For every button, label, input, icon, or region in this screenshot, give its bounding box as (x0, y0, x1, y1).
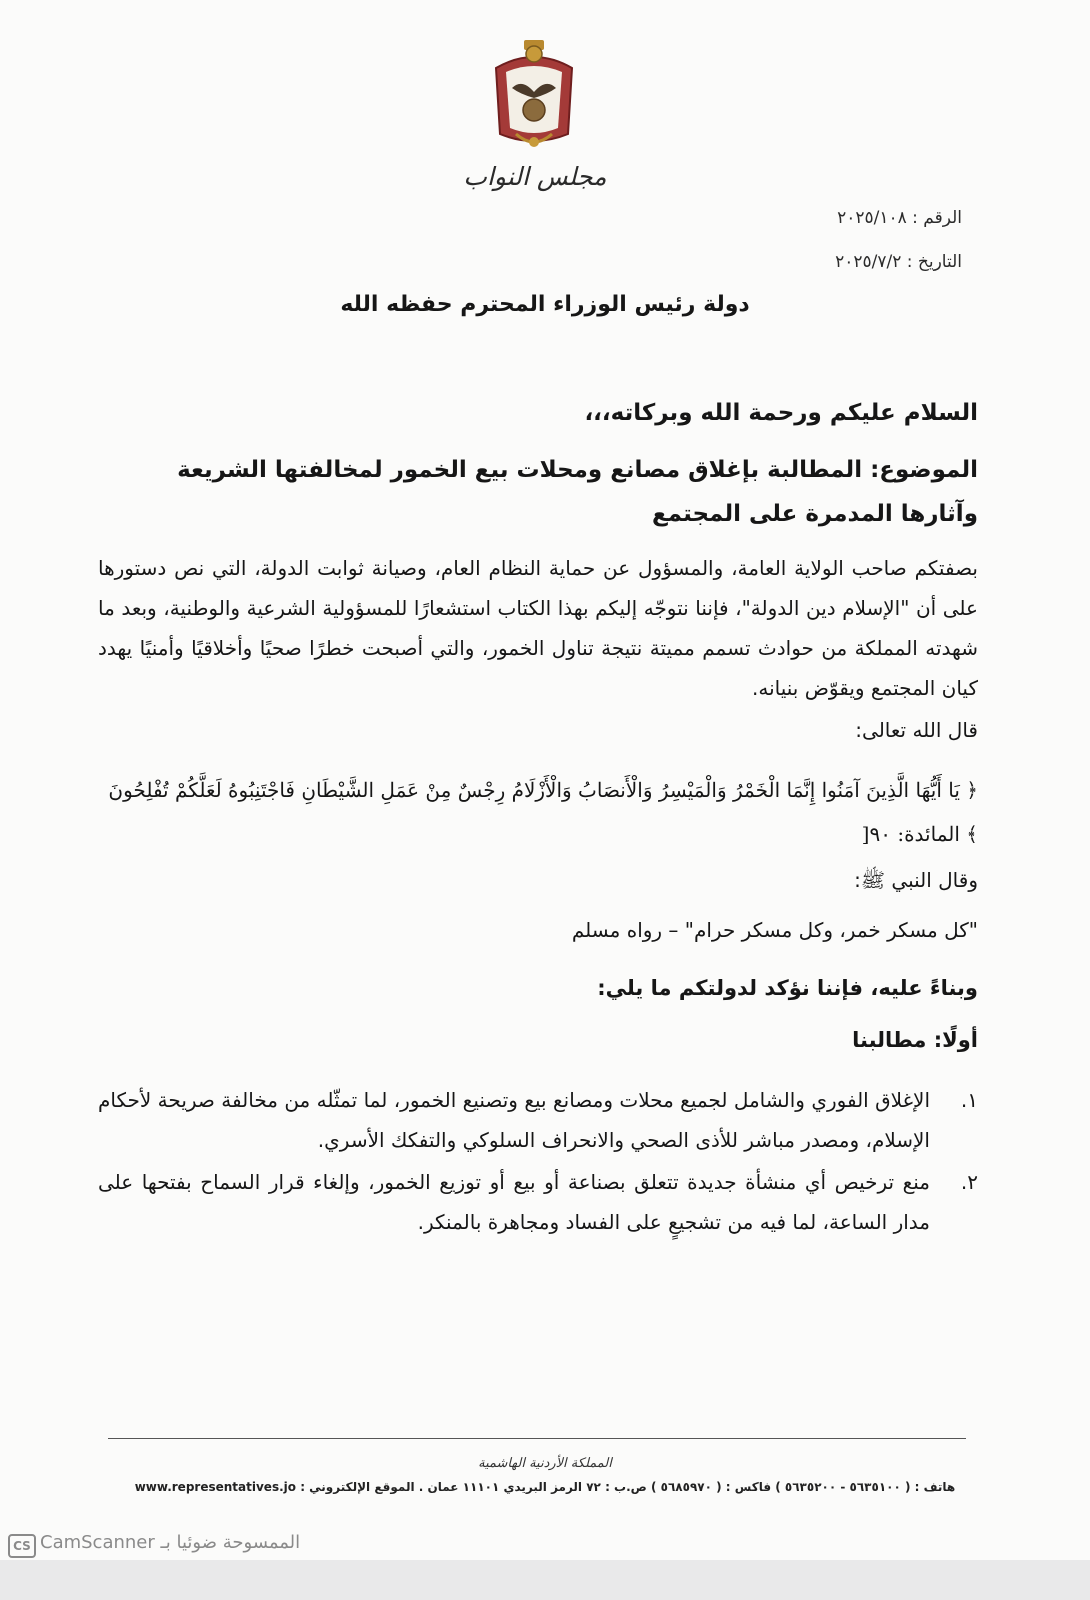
footer-divider (108, 1438, 966, 1439)
camscanner-watermark (0, 1524, 1090, 1564)
contact-info (0, 1480, 1090, 1494)
intro-paragraph: بصفتكم صاحب الولاية العامة، والمسؤول عن حماية النظام العام، وصيانة ثوابت الدولة، التي نص دستورها على أن "الإسلام دين الدولة"، فإننا نتوجّه إليكم بهذا الكتاب استشعارًا للمسؤولية الشرعية والوطنية، وبعد ما شهدته المملكة من حوادث تسمم مميتة نتيجة تناول الخمور، والتي أصبحت خطرًا صحيًا وأخلاقيًا وأمنيًا يهدد كيان المجتمع ويقوّض بنيانه. (98, 556, 978, 700)
greeting: السلام عليكم ورحمة الله وبركاته،،، (584, 400, 978, 426)
quran-verse: ﴿ يَا أَيُّهَا الَّذِينَ آمَنُوا إِنَّمَا الْخَمْرُ وَالْمَيْسِرُ وَالْأَنصَابُ وَالْأَزْلَامُ رِجْسٌ مِنْ عَمَلِ الشَّيْطَانِ فَاجْتَنِبُوهُ لَعَلَّكُمْ تُفْلِحُونَ ﴾ المائدة: ٩٠[ (108, 778, 978, 846)
reference-number: الرقم : ٢٠٢٥/١٠٨ (837, 208, 962, 228)
camscanner-label: الممسوحة ضوئيا بـ CamScanner (40, 1532, 301, 1553)
website-link[interactable]: www.representatives.jo (134, 1480, 296, 1494)
kingdom-name: المملكة الأردنية الهاشمية (478, 1456, 612, 1471)
list-item-number: ١. (960, 1088, 978, 1112)
letter-date: التاريخ : ٢٠٢٥/٧/٢ (835, 252, 962, 272)
list-item (98, 1080, 978, 1160)
affirmation: وبناءً عليه، فإننا نؤكد لدولتكم ما يلي: (597, 976, 978, 1000)
list-item-text: الإغلاق الفوري والشامل لجميع محلات ومصانع بيع وتصنيع الخمور، لما تمثّله من مخالفة صريحة لأحكام الإسلام، ومصدر مباشر للأذى الصحي والانحراف السلوكي والتفكك الأسري. (98, 1088, 930, 1152)
demands-list (98, 1080, 978, 1244)
list-item-text: منع ترخيص أي منشأة جديدة تتعلق بصناعة أو بيع أو توزيع الخمور، وإلغاء قرار السماح بفتحها على مدار الساعة، لما فيه من تشجيعٍ على الفساد ومجاهرة بالمنكر. (98, 1170, 930, 1234)
contact-details: هاتف : ( ٥٦٣٥١٠٠ - ٥٦٣٥٢٠٠ ) فاكس : ( ٥٦٨٥٩٧٠ ) ص.ب : ٧٢ الرمز البريدي ١١١٠١ عمان . الموقع الإلكتروني : (300, 1480, 956, 1494)
list-item-number: ٢. (960, 1170, 978, 1194)
hadith-intro: وقال النبي ﷺ: (854, 868, 978, 892)
coat-of-arms-icon (486, 38, 582, 156)
list-item (98, 1162, 978, 1242)
hadith-quote: "كل مسكر خمر، وكل مسكر حرام" – رواه مسلم (571, 918, 978, 942)
quran-intro: قال الله تعالى: (855, 718, 978, 742)
council-name: مجلس النواب (463, 162, 607, 191)
addressee: دولة رئيس الوزراء المحترم حفظه الله (340, 292, 750, 317)
section-title: أولًا: مطالبنا (852, 1028, 978, 1052)
camscanner-logo-icon: CS (8, 1534, 36, 1558)
subject-line: الموضوع: المطالبة بإغلاق مصانع ومحلات بيع الخمور لمخالفتها الشريعة وآثارها المدمرة على المجتمع (177, 457, 978, 527)
